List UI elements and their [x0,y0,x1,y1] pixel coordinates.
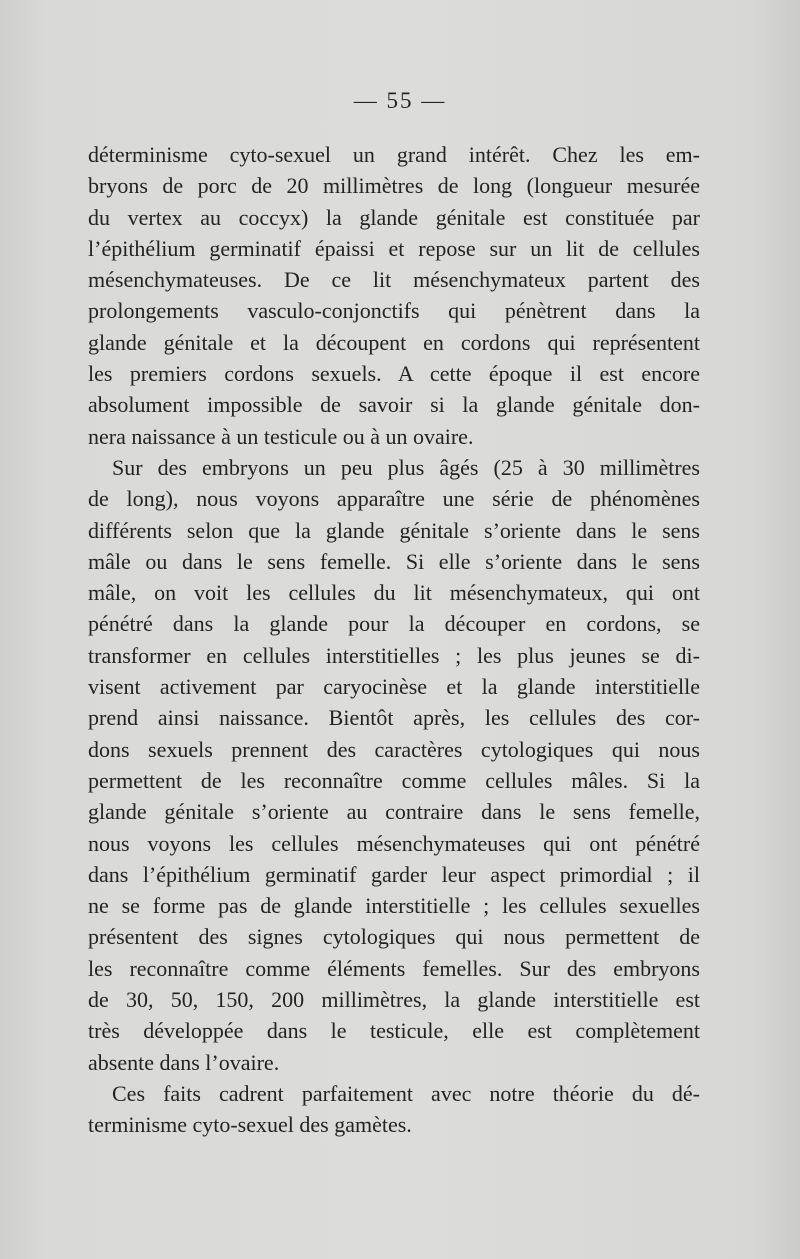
paragraph-2 [88,452,700,1078]
text-line: mésenchymateuses. De ce lit mésenchymateux partent des [88,267,700,293]
page-number: — 55 — [353,88,447,113]
text-line: bryons de porc de 20 millimètres de long (longueur mesurée [88,173,700,199]
text-line: différents selon que la glande génitale s’oriente dans le sens [88,517,700,543]
text-line: ne se forme pas de glande interstitielle ; les cellules sexuelles [88,893,700,919]
text-line: terminisme cyto-sexuel des gamètes. [88,1112,412,1138]
text-line: l’épithélium germinatif épaissi et repose sur un lit de cellules [88,235,700,261]
text-line: présentent des signes cytologiques qui nous permettent de [88,924,700,950]
text-line: mâle ou dans le sens femelle. Si elle s’oriente dans le sens [88,548,700,574]
text-line: prolongements vasculo-conjonctifs qui pénètrent dans la [88,298,700,324]
text-line: permettent de les reconnaître comme cellules mâles. Si la [88,767,700,793]
text-line: les premiers cordons sexuels. A cette époque il est encore [88,361,700,387]
text-line: de 30, 50, 150, 200 millimètres, la glande interstitielle est [88,987,700,1013]
paragraph-3 [88,1078,700,1141]
text-line: prend ainsi naissance. Bientôt après, les cellules des cor- [88,705,700,731]
paragraph-1 [88,139,700,452]
text-line: dons sexuels prennent des caractères cytologiques qui nous [88,736,700,762]
text-line: visent activement par caryocinèse et la glande interstitielle [88,674,700,700]
text-line: déterminisme cyto-sexuel un grand intérêt. Chez les em- [88,142,700,167]
text-line: glande génitale et la découpent en cordons qui représentent [88,329,700,355]
text-line: pénétré dans la glande pour la découper en cordons, se [88,611,700,637]
text-line: Sur des embryons un peu plus âgés (25 à 30 millimètres [112,454,700,480]
body-text [88,139,700,1141]
text-line: dans l’épithélium germinatif garder leur aspect primordial ; il [88,861,700,887]
text-line: absolument impossible de savoir si la glande génitale don- [88,392,700,418]
text-line: très développée dans le testicule, elle est complètement [88,1018,700,1044]
text-line: glande génitale s’oriente au contraire dans le sens femelle, [88,799,700,825]
text-line: de long), nous voyons apparaître une série de phénomènes [88,486,700,512]
text-line: les reconnaître comme éléments femelles. Sur des embryons [88,955,700,981]
text-line: absente dans l’ovaire. [88,1049,280,1075]
text-line: mâle, on voit les cellules du lit mésenchymateux, qui ont [88,580,700,606]
text-line: Ces faits cadrent parfaitement avec notre théorie du dé- [112,1080,700,1106]
text-line: transformer en cellules interstitielles ; les plus jeunes se di- [88,642,700,668]
text-line: du vertex au coccyx) la glande génitale est constituée par [88,204,700,230]
text-line: nous voyons les cellules mésenchymateuses qui ont pénétré [88,830,700,856]
text-line: nera naissance à un testicule ou à un ovaire. [88,423,474,449]
